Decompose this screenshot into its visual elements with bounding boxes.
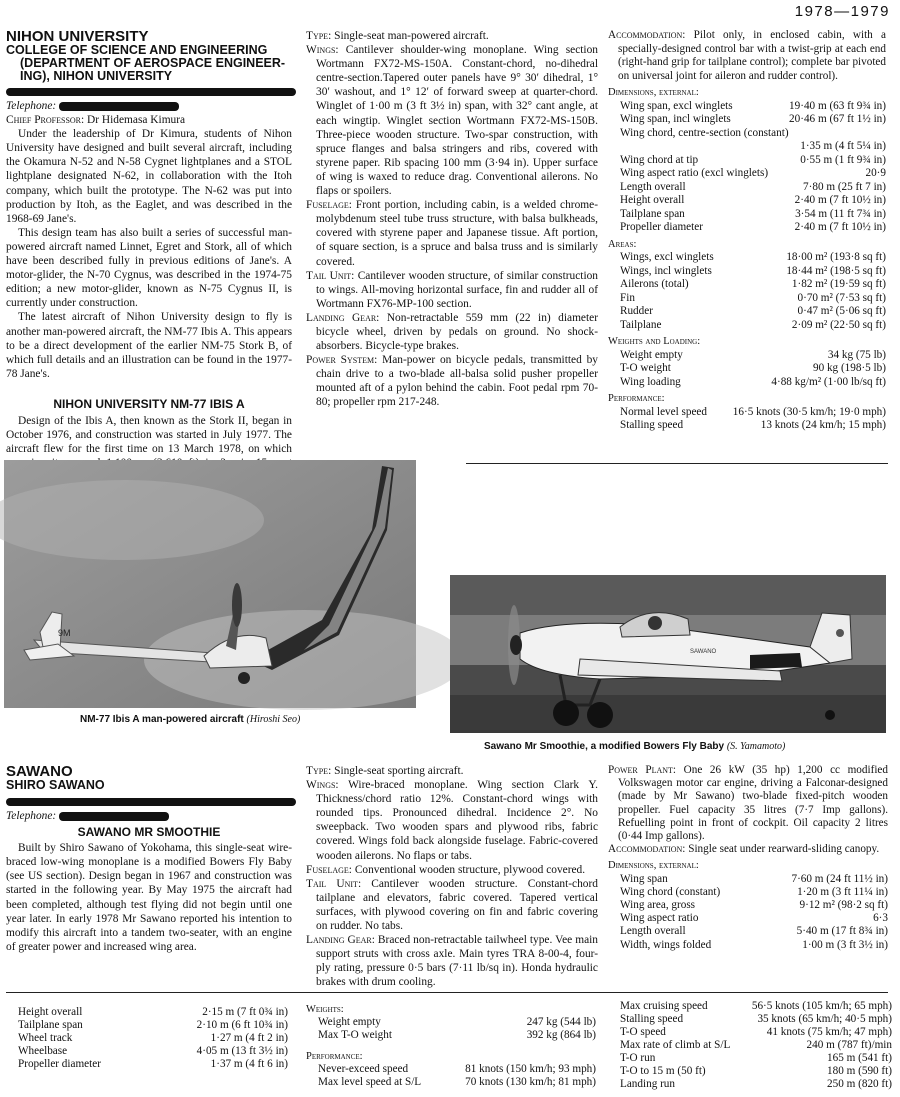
spec-paragraph	[306, 933, 598, 989]
stats-group	[608, 349, 886, 390]
ibis-spec-list	[306, 29, 598, 410]
spec-text: Single-seat man-powered aircraft.	[334, 30, 489, 42]
stat-row	[608, 167, 886, 181]
stat-row	[608, 305, 886, 319]
smoothie-caption	[484, 741, 894, 752]
stat-key: Never-exceed speed	[318, 1063, 409, 1075]
stat-key: Height overall	[620, 194, 685, 206]
stat-row	[608, 1039, 892, 1052]
section-rule	[466, 463, 888, 464]
stats-group	[608, 100, 886, 235]
stat-key	[608, 140, 620, 154]
stat-row	[608, 376, 886, 390]
stat-value: 41 knots (75 km/h; 47 mph)	[766, 1026, 892, 1038]
spec-label: Fuselage:	[306, 863, 352, 876]
stat-key: Tailplane	[620, 318, 662, 331]
stat-row	[608, 939, 888, 952]
bottom-weights	[306, 1000, 596, 1089]
spec-label: Wings:	[306, 779, 339, 792]
stat-row	[6, 1058, 288, 1071]
stat-key: T-O run	[620, 1052, 656, 1064]
stat-row	[608, 265, 886, 279]
weights-list	[306, 1016, 596, 1042]
stat-value: 4·05 m (13 ft 3½ in)	[196, 1045, 288, 1057]
spec-paragraph	[306, 877, 598, 933]
stat-row	[306, 1029, 596, 1042]
org-subtitle-3: ING), NIHON UNIVERSITY	[20, 69, 173, 83]
telephone-redaction	[59, 102, 179, 111]
stats-heading: Performance:	[608, 393, 665, 404]
ibis-marking: 9M	[58, 628, 71, 638]
stat-row	[608, 113, 886, 127]
page-year: 1978—1979	[794, 3, 890, 20]
stat-row	[608, 873, 888, 886]
nihon-column-1	[6, 29, 292, 470]
stat-value: 9·12 m² (98·2 sq ft)	[799, 899, 888, 912]
stats-heading: Weights and Loading:	[608, 336, 701, 347]
stat-row	[608, 140, 886, 154]
stat-row	[608, 251, 886, 265]
spec-label: Type:	[306, 30, 332, 42]
org-subtitle-2: (DEPARTMENT OF AEROSPACE ENGINEER-	[20, 56, 286, 70]
bottom-rule	[6, 992, 888, 993]
stat-value: 35 knots (65 km/h; 40·5 mph)	[757, 1013, 892, 1025]
stat-key: Stalling speed	[620, 1013, 684, 1025]
stat-value: 70 knots (130 km/h; 81 mph)	[465, 1076, 596, 1088]
stat-row	[306, 1076, 596, 1089]
stat-row	[6, 1019, 288, 1032]
smoothie-photo	[450, 575, 886, 733]
stat-key: Weight empty	[318, 1016, 381, 1028]
stat-value: 19·40 m (63 ft 9¾ in)	[789, 99, 886, 112]
stat-row	[608, 1026, 892, 1039]
stat-row	[608, 154, 886, 168]
stats-heading: Dimensions, external:	[608, 87, 699, 98]
stat-value: 2·40 m (7 ft 10½ in)	[794, 194, 886, 206]
stat-row	[6, 1032, 288, 1045]
stat-value: 2·09 m² (22·50 sq ft)	[791, 318, 886, 331]
spec-label: Landing Gear:	[306, 311, 380, 324]
stat-key: Wing chord, centre-section (constant)	[620, 126, 789, 139]
spec-paragraph	[608, 29, 886, 83]
stat-value: 16·5 knots (30·5 km/h; 19·0 mph)	[732, 405, 886, 418]
org-title: NIHON UNIVERSITY	[6, 28, 149, 45]
stat-row	[608, 419, 886, 433]
stat-row	[608, 1052, 892, 1065]
stat-value: 56·5 knots (105 km/h; 65 mph)	[751, 1000, 892, 1012]
stat-value: 18·44 m² (198·5 sq ft)	[786, 264, 886, 277]
chief-line	[6, 113, 292, 127]
stat-key: Width, wings folded	[620, 938, 712, 951]
spec-text: Pilot only, in enclosed cabin, with a specially-designed control bar with a twist-grip at each end (right-hand grip for tailplane control); complete bar pivoted on universal joint for aileron and rudder control).	[618, 29, 886, 82]
ibis-title: NIHON UNIVERSITY NM-77 IBIS A	[53, 396, 245, 411]
stat-key: Stalling speed	[620, 419, 684, 431]
stat-value: 18·00 m² (193·8 sq ft)	[786, 251, 886, 263]
spec-label: Type:	[306, 765, 332, 777]
stat-value: 165 m (541 ft)	[827, 1052, 892, 1064]
stat-key: Wing chord (constant)	[620, 885, 721, 898]
stat-value: 34 kg (75 lb)	[827, 348, 886, 361]
stat-key: Weight empty	[620, 348, 683, 361]
stat-value: 7·80 m (25 ft 7 in)	[803, 180, 886, 193]
spec-paragraph	[306, 311, 598, 353]
stat-value: 240 m (787 ft)/min	[806, 1039, 892, 1051]
spec-text: Cantilever wooden structure. Constant-chord tailplane and elevators, fabric covered. Tapered vertical surfaces, with plywood covering on fin and fabric covering on rudder. No tabs.	[316, 877, 598, 933]
sawano-column-1	[6, 764, 292, 954]
smoothie-caption-text: Sawano Mr Smoothie, a modified Bowers Fly Baby	[484, 741, 725, 752]
spec-text: Front portion, including cabin, is a welded chrome-molybdenum steel tube truss structure, with balsa bulkheads, covered with styrene paper and Japanese tissue. Aft portion, of square section, is a spruce and balsa truss and is similarly covered.	[316, 199, 598, 268]
stat-row	[608, 1000, 892, 1013]
stat-value: 180 m (590 ft)	[827, 1065, 892, 1077]
stat-row	[608, 406, 886, 420]
ibis-caption-text: NM-77 Ibis A man-powered aircraft	[80, 714, 244, 725]
bottom-perf	[608, 1000, 892, 1091]
stat-row	[306, 1016, 596, 1029]
ibis-aircraft-illustration	[4, 460, 416, 708]
spec-paragraph	[306, 269, 598, 311]
perf-heading: Performance:	[306, 1051, 363, 1062]
ibis-photo	[4, 460, 416, 708]
spec-label: Landing Gear:	[306, 934, 375, 947]
spec-text: One 26 kW (35 hp) 1,200 cc modified Volkswagen motor car engine, driving a Falconar-designed (made by Mr Sawano) two-blade fixed-pitch wooden propeller. Fuel capacity 35 litres (7·7 Imp gallons). Refuelling point in front of cockpit. Oil capacity 2 litres (0·44 Imp gallons).	[618, 764, 888, 843]
spec-paragraph	[306, 353, 598, 409]
stat-value: 20·46 m (67 ft 1½ in)	[789, 113, 886, 125]
telephone-label: Telephone:	[6, 100, 57, 112]
nihon-column-2	[306, 29, 598, 461]
nihon-column-3	[608, 29, 886, 433]
spec-label: Accommodation:	[608, 843, 686, 856]
smoothie-aircraft-illustration	[450, 575, 886, 733]
telephone-line	[6, 99, 292, 113]
stat-key: Normal level speed	[620, 405, 707, 418]
stat-value: 1·00 m (3 ft 3½ in)	[802, 938, 888, 951]
stat-row	[608, 100, 886, 114]
org-subtitle-1: COLLEGE OF SCIENCE AND ENGINEERING	[6, 43, 268, 57]
stat-value: 0·55 m (1 ft 9¾ in)	[800, 153, 886, 166]
sawano-telephone-label: Telephone:	[6, 810, 57, 822]
smoothie-dims	[608, 873, 888, 952]
stat-value: 4·88 kg/m² (1·00 lb/sq ft)	[771, 375, 886, 388]
stat-row	[608, 319, 886, 333]
stat-value: 250 m (820 ft)	[827, 1078, 892, 1090]
chief-value: Dr Hidemasa Kimura	[87, 114, 186, 127]
stat-row	[306, 1063, 596, 1076]
ibis-paragraph: Design of the Ibis A, then known as the Stork II, began in October 1976, and construction was started in July 1977. The aircraft flew for the first time on 13 March 1978, on which	[6, 414, 292, 456]
spec-paragraph	[306, 198, 598, 268]
spec-paragraph	[608, 764, 888, 843]
stat-key: Propeller diameter	[18, 1058, 101, 1070]
stat-key: T-O weight	[620, 362, 671, 374]
spec-text: Wire-braced monoplane. Wing section Clark Y. Thickness/chord ratio 12%. Constant-chord wings with rounded tips. Pronounced dihedral. Incidence 2°. No sweepback. Two wooden spars and plywood ribs, fabric covered. Wings fold back alongside fuselage. Fabric-covered wooden ailerons. No flaps or tabs.	[316, 779, 598, 862]
stat-value: 7·60 m (24 ft 11½ in)	[791, 872, 888, 885]
stat-value: 1·20 m (3 ft 11¼ in)	[797, 885, 888, 898]
smoothie-credit: (S. Yamamoto)	[726, 741, 786, 752]
sawano-column-2	[306, 764, 598, 989]
bottom-dims-list	[6, 1006, 288, 1071]
smoothie-marking: SAWANO	[690, 649, 717, 655]
spec-text: Single seat under rearward-sliding canopy.	[688, 843, 880, 856]
sawano-org-title: SAWANO	[6, 763, 73, 780]
stat-row	[608, 292, 886, 306]
perf-right-list	[608, 1000, 892, 1091]
stat-row	[608, 221, 886, 235]
stat-key: Propeller diameter	[620, 221, 703, 233]
stat-key: Wing span, incl winglets	[620, 113, 731, 125]
spec-label: Tail Unit:	[306, 877, 362, 890]
spec-label: Fuselage:	[306, 199, 352, 212]
smoothie-dims-heading: Dimensions, external:	[608, 860, 699, 872]
stat-row	[608, 1065, 892, 1078]
stat-row	[6, 1045, 288, 1058]
perf-mid-list	[306, 1063, 596, 1089]
stat-row	[608, 194, 886, 208]
stat-key: Wheelbase	[18, 1045, 68, 1057]
stat-key: Rudder	[620, 305, 653, 317]
spec-text: Non-retractable 559 mm (22 in) diameter bicycle wheel, driven by pedals on ground. No shock-absorbers. Bicycle-type brakes.	[316, 311, 598, 353]
stat-value: 81 knots (150 km/h; 93 mph)	[465, 1063, 596, 1075]
stat-key: Ailerons (total)	[620, 278, 689, 290]
stat-key: T-O to 15 m (50 ft)	[620, 1065, 706, 1077]
stat-key: Landing run	[620, 1078, 675, 1090]
stat-value: 1·37 m (4 ft 6 in)	[210, 1058, 288, 1070]
stat-row	[608, 208, 886, 222]
stat-key: T-O speed	[620, 1026, 666, 1038]
stat-value: 2·10 m (6 ft 10¾ in)	[196, 1019, 288, 1031]
stat-key: Max level speed at S/L	[318, 1076, 422, 1088]
smoothie-spec-list	[306, 764, 598, 990]
stat-key: Length overall	[620, 925, 686, 938]
stat-value: 0·47 m² (5·06 sq ft)	[797, 305, 886, 317]
spec-label: Power Plant:	[608, 764, 677, 776]
stat-value: 20·9	[865, 167, 886, 179]
smoothie-title: SAWANO MR SMOOTHIE	[77, 825, 221, 840]
stat-key: Tailplane span	[18, 1019, 83, 1031]
stat-key: Max T-O weight	[318, 1029, 392, 1041]
spec-paragraph	[306, 29, 598, 43]
stat-row	[608, 1013, 892, 1026]
nihon-paragraph-2: This design team has also built a series of successful man-powered aircraft named Linnet, Egret and Stork, all of which have been described fully in previous editions of Jane's. A motor-glider, the N-70 Cygnus, was described in the 1974-75 edition; a new motor-glider, known as N-75 Cygnus II, is currently under construction.	[6, 226, 292, 310]
smoothie-paragraph: Built by Shiro Sawano of Yokohama, this single-seat wire-braced low-wing monoplane is a modified Bowers Fly Baby (see US section). Design began in 1967 and construction was started in the following year. By May 1975 the aircraft had been completed, although test flying did not begin until one year later. In early 1978 Mr Sawano reported his intention to modify this aircraft into a tandem two-seater, with an engine of greater power and increased wing area.	[6, 842, 292, 953]
stat-key: Wing span	[620, 872, 668, 885]
stat-row	[608, 912, 888, 925]
stat-key: Tailplane span	[620, 207, 685, 220]
stat-key: Wing span, excl winglets	[620, 99, 733, 112]
ibis-stats	[608, 86, 886, 433]
stat-key: Wing loading	[620, 375, 681, 388]
ibis-credit: (Hiroshi Seo)	[246, 714, 301, 725]
stat-key: Wings, incl winglets	[620, 264, 712, 277]
stat-value: 392 kg (864 lb)	[526, 1029, 596, 1041]
spec-text: Conventional wooden structure, plywood covered.	[354, 863, 586, 876]
stat-key: Wheel track	[18, 1032, 73, 1044]
stat-key: Wings, excl winglets	[620, 251, 714, 263]
stat-value: 6·3	[873, 912, 888, 925]
sawano-subtitle: SHIRO SAWANO	[6, 778, 105, 792]
nihon-paragraph-3: The latest aircraft of Nihon University design to fly is another man-powered aircraft, the NM-77 Ibis A. This appears to be a direct development of the earlier NM-75 Stork B, of which full details and an illustration can be found in the 1977-78 Jane's.	[6, 311, 292, 380]
spec-text: Braced non-retractable tailwheel type. Vee main support struts with cross axle. Main tyres TRA 8-00-4, four-ply rating, pressure 0·5 bars (7·11 lb/sq in). Honda hydraulic brakes with drum cooling.	[316, 934, 598, 989]
stat-row	[608, 925, 888, 938]
spec-text: Cantilever shoulder-wing monoplane. Wing section Wortmann FX72-MS-150A. Constant-chord, no-dihedral centre-section.Tapered outer panels have 9° 30′ dihedral, 1° 30′ washout, and 1° 12′ of forward sweep at quarter-chord. Winglet of 1·00 m (3 ft 3½ in) span, with 32° cant angle, at each wingtip. Winglet section Wortmann FX72-MS-150B. Three-piece wooden structure. Two-spar construction, with spruce flanges and balsa stringers and ribs, covered with styrene paper. Rib spacing 100 mm (3·94 in). Upper surface of wing is waxed to reduce drag. Conventional ailerons. No flaps or spoilers.	[316, 44, 598, 198]
spec-paragraph	[306, 778, 598, 863]
ibis-spec-list-2	[608, 29, 886, 83]
stat-value: 2·40 m (7 ft 10½ in)	[794, 221, 886, 233]
stat-value: 1·35 m (4 ft 5¼ in)	[800, 140, 886, 152]
spec-paragraph	[608, 843, 888, 856]
spec-paragraph	[306, 43, 598, 198]
spec-label: Wings:	[306, 44, 339, 57]
stat-row	[608, 127, 886, 141]
stat-value: 90 kg (198·5 lb)	[812, 362, 886, 374]
chief-label: Chief Professor:	[6, 114, 85, 127]
stats-heading: Areas:	[608, 238, 637, 250]
spec-paragraph	[306, 764, 598, 778]
spec-label: Power System:	[306, 354, 378, 367]
stat-key: Max rate of climb at S/L	[620, 1039, 731, 1051]
sawano-redaction-bar	[6, 798, 296, 806]
spec-label: Tail Unit:	[306, 269, 355, 282]
spec-paragraph	[306, 863, 598, 877]
stat-row	[608, 278, 886, 292]
spec-text: Cantilever wooden structure, of similar construction to wings. All-moving horizontal surface, fin and rudder all of Wortmann FX76-MP-100 section.	[316, 269, 598, 310]
sawano-column-3	[608, 764, 888, 976]
stat-row	[608, 349, 886, 363]
smoothie-spec-list-2	[608, 764, 888, 856]
stat-key: Length overall	[620, 180, 686, 193]
stat-key: Wing aspect ratio	[620, 912, 699, 925]
stat-key: Height overall	[18, 1006, 83, 1018]
stat-key: Max cruising speed	[620, 1000, 708, 1012]
stat-value: 0·70 m² (7·53 sq ft)	[797, 291, 886, 304]
stat-key: Wing aspect ratio (excl winglets)	[620, 167, 769, 179]
stat-row	[608, 362, 886, 376]
spec-text: Single-seat sporting aircraft.	[334, 765, 464, 777]
stat-row	[608, 1078, 892, 1091]
sawano-telephone-redaction	[59, 812, 169, 821]
stat-row	[608, 181, 886, 195]
stat-value: 1·82 m² (19·59 sq ft)	[791, 278, 886, 290]
weights-heading: Weights:	[306, 1004, 344, 1015]
stats-group	[608, 251, 886, 332]
sawano-telephone-line	[6, 809, 292, 823]
ibis-caption	[80, 714, 420, 725]
stat-row	[6, 1006, 288, 1019]
stat-value: 1·27 m (4 ft 2 in)	[210, 1032, 288, 1044]
stat-value: 247 kg (544 lb)	[526, 1016, 596, 1028]
stat-row	[608, 899, 888, 912]
stat-key: Wing chord at tip	[620, 153, 699, 166]
spec-label: Accommodation:	[608, 29, 686, 41]
stat-value: 2·15 m (7 ft 0¾ in)	[202, 1006, 288, 1018]
stats-group	[608, 406, 886, 433]
bottom-dims	[6, 1006, 288, 1071]
stat-key: Wing area, gross	[620, 899, 696, 912]
stat-value: 5·40 m (17 ft 8¾ in)	[796, 925, 888, 938]
nihon-paragraph-1: Under the leadership of Dr Kimura, students of Nihon University have designed and built several aircraft, including the Okamura N-52 and N-58 Cygnet lightplanes and a STOL lightplane designated N-62, in collaboration with the Itoh company, which built the prototype. The N-62 was put into production by Itoh, as the Eaglet, and was described in the 1968-69 Jane's.	[6, 128, 292, 225]
stat-value: 3·54 m (11 ft 7¾ in)	[795, 207, 886, 220]
stat-key: Fin	[620, 291, 635, 304]
spec-text: Man-power on bicycle pedals, transmitted by chain drive to a two-blade all-balsa solid pusher propeller mounted aft of a pylon behind the cabin. Foot pedal rpm 70-80; propeller rpm 217-248.	[316, 354, 598, 409]
stat-value: 13 knots (24 km/h; 15 mph)	[760, 419, 886, 431]
stat-row	[608, 886, 888, 899]
redaction-bar	[6, 88, 296, 96]
